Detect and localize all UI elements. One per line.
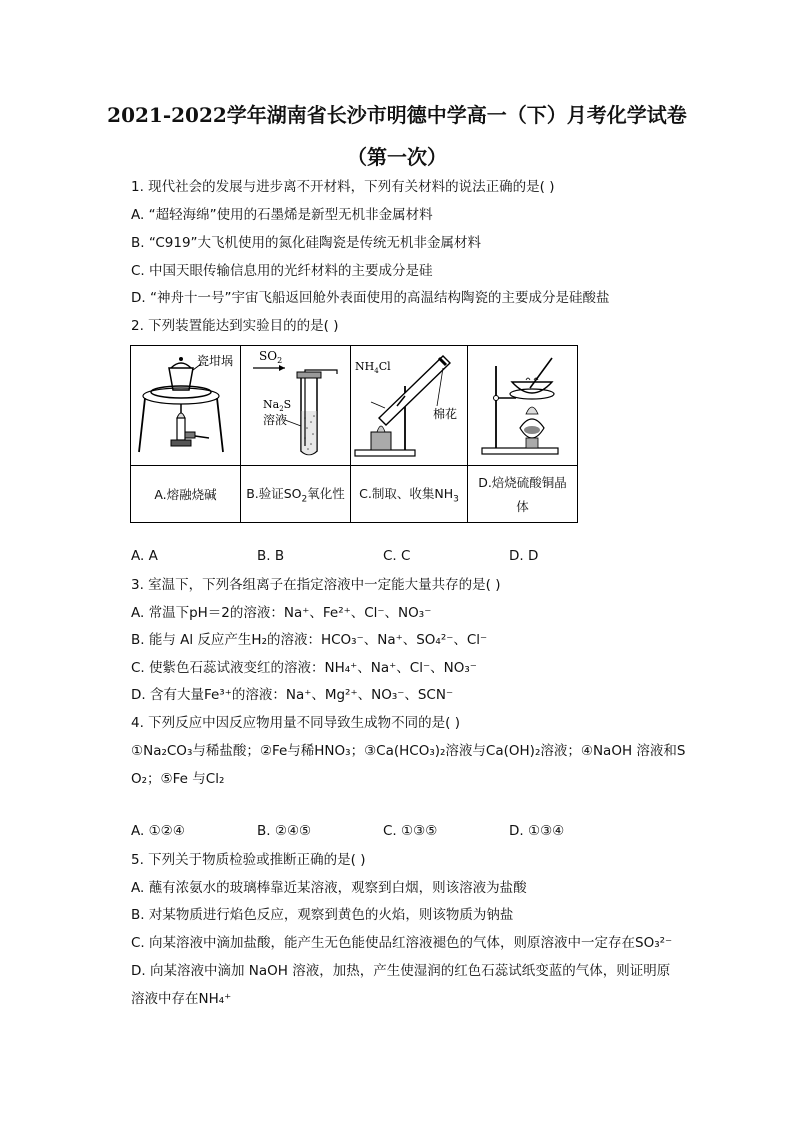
q1-stem: 1. 现代社会的发展与进步离不开材料，下列有关材料的说法正确的是( ) [131, 179, 555, 195]
q4-answer-d: D. ①③④ [509, 823, 565, 839]
crucible-label: 瓷坩埚 [197, 354, 234, 368]
crucible-tripod-diagram [131, 346, 240, 462]
q4-answer-a: A. ①②④ [131, 823, 185, 839]
caption-a: A.熔融烧碱 [131, 466, 241, 523]
q4-items-line2: O₂；⑤Fe 与Cl₂ [131, 771, 225, 787]
apparatus-a-figure [131, 346, 241, 466]
paper-title: 2021-2022学年湖南省长沙市明德中学高一（下）月考化学试卷 [107, 103, 687, 127]
apparatus-d-figure [468, 346, 578, 466]
caption-d: D.焙烧硫酸铜晶 体 [468, 466, 578, 523]
q1-option-a: A. “超轻海绵”使用的石墨烯是新型无机非金属材料 [131, 207, 433, 223]
q3-option-b: B. 能与 Al 反应产生H₂的溶液：HCO₃⁻、Na⁺、SO₄²⁻、Cl⁻ [131, 632, 488, 648]
q2-answer-a: A. A [131, 548, 158, 564]
q3-option-d: D. 含有大量Fe³⁺的溶液：Na⁺、Mg²⁺、NO₃⁻、SCN⁻ [131, 687, 454, 703]
q3-option-a: A. 常温下pH＝2的溶液：Na⁺、Fe²⁺、Cl⁻、NO₃⁻ [131, 605, 432, 621]
paper-subtitle: （第一次） [347, 145, 447, 169]
apparatus-b-figure [241, 346, 351, 466]
gas-label: $SO_2$ [259, 349, 283, 365]
solution-label: $Na_2S$ [263, 398, 292, 413]
q3-stem: 3. 室温下，下列各组离子在指定溶液中一定能大量共存的是( ) [131, 577, 501, 593]
q5-option-d-cont: 溶液中存在NH₄⁺ [131, 991, 232, 1007]
q2-stem: 2. 下列装置能达到实验目的的是( ) [131, 318, 339, 334]
apparatus-table [130, 345, 578, 523]
q4-answer-c: C. ①③⑤ [383, 823, 438, 839]
q2-answer-c: C. C [383, 548, 411, 564]
caption-c: C.制取、收集$NH_3$ [351, 466, 468, 523]
test-tube-diagram [241, 346, 350, 462]
q4-answer-b: B. ②④⑤ [257, 823, 312, 839]
reagent-label: $NH_4Cl$ [355, 360, 391, 375]
q5-stem: 5. 下列关于物质检验或推断正确的是( ) [131, 852, 366, 868]
evaporating-dish-diagram [468, 346, 577, 462]
q5-option-c: C. 向某溶液中滴加盐酸，能产生无色能使品红溶液褪色的气体，则原溶液中一定存在SO₃²⁻ [131, 935, 673, 951]
q1-option-d: D. “神舟十一号”宇宙飞船返回舱外表面使用的高温结构陶瓷的主要成分是硅酸盐 [131, 290, 610, 306]
cotton-label: 棉花 [433, 407, 458, 421]
q2-answer-d: D. D [509, 548, 539, 564]
q3-option-c: C. 使紫色石蕊试液变红的溶液：NH₄⁺、Na⁺、Cl⁻、NO₃⁻ [131, 660, 477, 676]
solution-label-2: 溶液 [263, 413, 288, 427]
ammonia-apparatus-diagram [351, 346, 467, 462]
q1-option-b: B. “C919”大飞机使用的氮化硅陶瓷是传统无机非金属材料 [131, 235, 482, 251]
apparatus-c-figure [351, 346, 468, 466]
caption-b: B.验证$SO_2$氧化性 [241, 466, 351, 523]
q5-option-d: D. 向某溶液中滴加 NaOH 溶液，加热，产生使湿润的红色石蕊试纸变蓝的气体，则证明原 [131, 963, 671, 979]
q2-answer-b: B. B [257, 548, 285, 564]
q4-stem: 4. 下列反应中因反应物用量不同导致生成物不同的是( ) [131, 715, 460, 731]
q1-option-c: C. 中国天眼传输信息用的光纤材料的主要成分是硅 [131, 263, 433, 279]
q4-items-line1: ①Na₂CO₃与稀盐酸；②Fe与稀HNO₃；③Ca(HCO₃)₂溶液与Ca(OH)₂溶液；④NaOH 溶液和S [131, 743, 686, 759]
q5-option-b: B. 对某物质进行焰色反应，观察到黄色的火焰，则该物质为钠盐 [131, 907, 514, 923]
q5-option-a: A. 蘸有浓氨水的玻璃棒靠近某溶液，观察到白烟，则该溶液为盐酸 [131, 880, 527, 896]
